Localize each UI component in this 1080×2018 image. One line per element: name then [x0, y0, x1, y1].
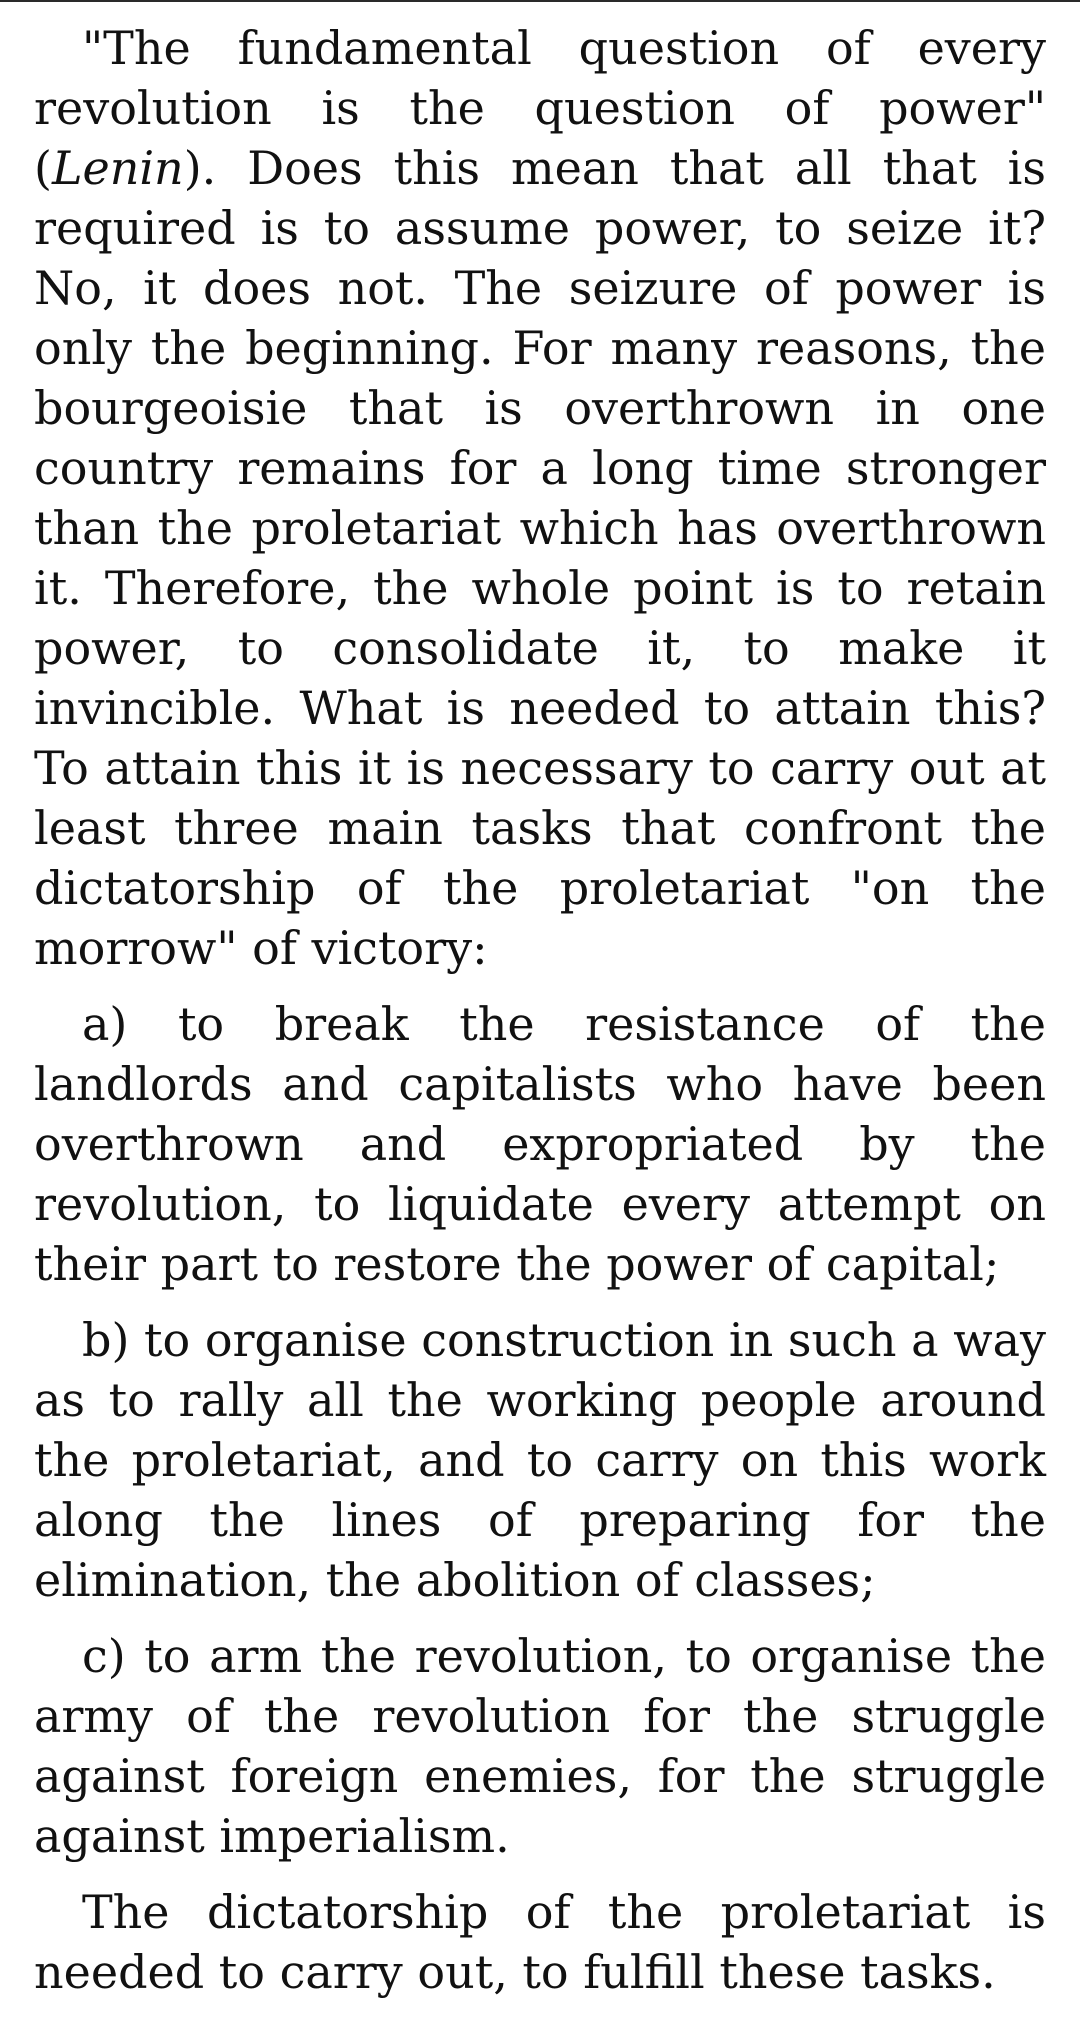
paragraph-question-of-power [34, 18, 1046, 978]
emphasized-author-name: Lenin [51, 141, 184, 195]
paragraph-text: ). Does this mean that all that is required is to assume power, to seize it? No, it does not. The seizure of power is only the beginning. For many reasons, the bourgeoisie that is overthrown in one country remains for a long time stronger than the proletariat which has overthrown it. Therefore, the whole point is to retain power, to consolidate it, to make it invincible. What is needed to attain this? To attain this it is necessary to carry out at least three main tasks that confront the dictatorship of the proletariat "on the morrow" of victory: [34, 141, 1046, 975]
paragraph-conclusion: The dictatorship of the proletariat is needed to carry out, to fulfill these tasks. [34, 1885, 1046, 1999]
paragraph-text: "The fundamental question of every revolution is the question of power" ( [34, 21, 1046, 195]
top-divider [0, 0, 1080, 2]
paragraph-task-b: b) to organise construction in such a way as to rally all the working people around the proletariat, and to carry on this work along the lines of preparing for the elimination, the abolition of classes; [34, 1313, 1046, 1607]
reading-page[interactable] [34, 18, 1046, 2018]
paragraph-task-c: c) to arm the revolution, to organise the army of the revolution for the struggle against foreign enemies, for the struggle against imperialism. [34, 1629, 1046, 1863]
paragraph-task-a: a) to break the resistance of the landlords and capitalists who have been overthrown and expropriated by the revolution, to liquidate every attempt on their part to restore the power of capital; [34, 997, 1046, 1291]
